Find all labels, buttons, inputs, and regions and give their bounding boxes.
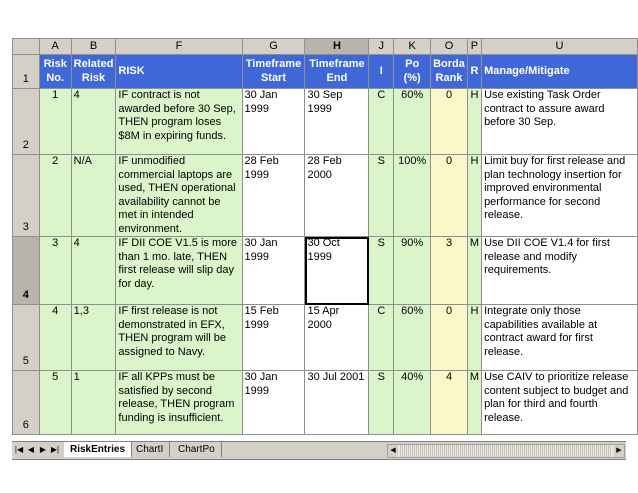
timeframe-end-cell[interactable]: 28 Feb 2000 — [305, 155, 369, 237]
timeframe-end-cell[interactable]: 15 Apr 2000 — [305, 305, 369, 371]
rank-cell[interactable]: H — [467, 89, 481, 155]
header-cell-timeframe-start[interactable]: Timeframe Start — [242, 55, 305, 89]
borda-rank-cell[interactable]: 0 — [431, 89, 468, 155]
header-cell-related-risk[interactable]: Related Risk — [71, 55, 116, 89]
header-cell-timeframe-end[interactable]: Timeframe End — [305, 55, 369, 89]
related-risk-cell[interactable]: 1 — [71, 371, 116, 435]
column-header[interactable]: G — [242, 39, 305, 55]
related-risk-cell[interactable]: 4 — [71, 89, 116, 155]
impact-cell[interactable]: C — [369, 89, 394, 155]
risk-cell[interactable]: IF DII COE V1.5 is more than 1 mo. late, THEN first release will slip day for day. — [116, 237, 242, 305]
row-header-selected[interactable]: 4 — [13, 237, 40, 305]
timeframe-start-cell[interactable]: 30 Jan 1999 — [242, 371, 305, 435]
tab-chart-i[interactable]: ChartI — [130, 442, 170, 457]
table-row — [13, 305, 638, 371]
column-header[interactable]: K — [394, 39, 431, 55]
probability-cell[interactable]: 60% — [394, 89, 431, 155]
column-header-row — [13, 39, 638, 55]
rank-cell[interactable]: M — [467, 237, 481, 305]
risk-cell[interactable]: IF first release is not demonstrated in EFX, THEN program will be assigned to Navy. — [116, 305, 242, 371]
risk-cell[interactable]: IF unmodified commercial laptops are used, THEN operational availability cannot be met in intended environment. — [116, 155, 242, 237]
first-sheet-icon[interactable]: |◀ — [14, 445, 24, 454]
rank-cell[interactable]: H — [467, 305, 481, 371]
column-header[interactable]: B — [71, 39, 116, 55]
risk-no-cell[interactable]: 2 — [39, 155, 71, 237]
table-row — [13, 371, 638, 435]
header-cell-borda-rank[interactable]: Borda Rank — [431, 55, 468, 89]
header-cell-manage-mitigate[interactable]: Manage/Mitigate — [482, 55, 638, 89]
impact-cell[interactable]: S — [369, 371, 394, 435]
select-all-corner[interactable] — [13, 39, 40, 55]
column-header[interactable]: P — [467, 39, 481, 55]
row-header[interactable]: 5 — [13, 305, 40, 371]
manage-mitigate-cell[interactable]: Use DII COE V1.4 for first release and modify requirements. — [482, 237, 638, 305]
scroll-left-icon[interactable]: ◀ — [388, 445, 398, 457]
related-risk-cell[interactable]: N/A — [71, 155, 116, 237]
column-header[interactable]: U — [482, 39, 638, 55]
impact-cell[interactable]: S — [369, 237, 394, 305]
probability-cell[interactable]: 90% — [394, 237, 431, 305]
table-row — [13, 89, 638, 155]
timeframe-start-cell[interactable]: 28 Feb 1999 — [242, 155, 305, 237]
timeframe-end-cell[interactable]: 30 Sep 1999 — [305, 89, 369, 155]
column-header[interactable]: O — [431, 39, 468, 55]
risk-no-cell[interactable]: 3 — [39, 237, 71, 305]
scroll-right-icon[interactable]: ▶ — [614, 445, 624, 457]
manage-mitigate-cell[interactable]: Integrate only those capabilities available at contract award for first release. — [482, 305, 638, 371]
table-row — [13, 155, 638, 237]
horizontal-scrollbar[interactable] — [387, 444, 625, 458]
header-cell-impact[interactable]: I — [369, 55, 394, 89]
row-header[interactable]: 6 — [13, 371, 40, 435]
tab-chart-po[interactable]: ChartPo — [172, 442, 222, 457]
timeframe-start-cell[interactable]: 30 Jan 1999 — [242, 237, 305, 305]
row-header[interactable]: 1 — [13, 55, 40, 89]
probability-cell[interactable]: 100% — [394, 155, 431, 237]
header-cell-rank[interactable]: R — [467, 55, 481, 89]
borda-rank-cell[interactable]: 0 — [431, 155, 468, 237]
active-cell[interactable]: 30 Oct 1999 — [305, 237, 369, 305]
borda-rank-cell[interactable]: 0 — [431, 305, 468, 371]
rank-cell[interactable]: H — [467, 155, 481, 237]
prev-sheet-icon[interactable]: ◀ — [27, 445, 35, 454]
column-header[interactable]: F — [116, 39, 242, 55]
header-cell-probability[interactable]: Po (%) — [394, 55, 431, 89]
table-header-row — [13, 55, 638, 89]
last-sheet-icon[interactable]: ▶| — [50, 445, 60, 454]
table-row — [13, 237, 638, 305]
row-header[interactable]: 2 — [13, 89, 40, 155]
timeframe-start-cell[interactable]: 15 Feb 1999 — [242, 305, 305, 371]
scrollbar-thumb[interactable] — [400, 445, 612, 457]
related-risk-cell[interactable]: 1,3 — [71, 305, 116, 371]
header-cell-risk[interactable]: RISK — [116, 55, 242, 89]
probability-cell[interactable]: 40% — [394, 371, 431, 435]
header-cell-risk-no[interactable]: Risk No. — [39, 55, 71, 89]
rank-cell[interactable]: M — [467, 371, 481, 435]
timeframe-end-cell[interactable]: 30 Jul 2001 — [305, 371, 369, 435]
risk-cell[interactable]: IF all KPPs must be satisfied by second release, THEN program funding is insufficient. — [116, 371, 242, 435]
borda-rank-cell[interactable]: 3 — [431, 237, 468, 305]
column-header[interactable]: A — [39, 39, 71, 55]
sheet-tab-bar — [12, 441, 626, 460]
probability-cell[interactable]: 60% — [394, 305, 431, 371]
tab-riskentries[interactable]: RiskEntries — [64, 442, 132, 457]
next-sheet-icon[interactable]: ▶ — [39, 445, 47, 454]
column-header-selected[interactable]: H — [305, 39, 369, 55]
timeframe-start-cell[interactable]: 30 Jan 1999 — [242, 89, 305, 155]
borda-rank-cell[interactable]: 4 — [431, 371, 468, 435]
risk-no-cell[interactable]: 4 — [39, 305, 71, 371]
risk-no-cell[interactable]: 1 — [39, 89, 71, 155]
spreadsheet — [12, 38, 638, 435]
risk-cell[interactable]: IF contract is not awarded before 30 Sep, THEN program loses $8M in expiring funds. — [116, 89, 242, 155]
manage-mitigate-cell[interactable]: Use CAIV to prioritize release content subject to budget and plan for third and fourth release. — [482, 371, 638, 435]
impact-cell[interactable]: C — [369, 305, 394, 371]
related-risk-cell[interactable]: 4 — [71, 237, 116, 305]
row-header[interactable]: 3 — [13, 155, 40, 237]
impact-cell[interactable]: S — [369, 155, 394, 237]
column-header[interactable]: J — [369, 39, 394, 55]
manage-mitigate-cell[interactable]: Limit buy for first release and plan technology insertion for improved environmental performance for second release. — [482, 155, 638, 237]
manage-mitigate-cell[interactable]: Use existing Task Order contract to assure award before 30 Sep. — [482, 89, 638, 155]
risk-no-cell[interactable]: 5 — [39, 371, 71, 435]
